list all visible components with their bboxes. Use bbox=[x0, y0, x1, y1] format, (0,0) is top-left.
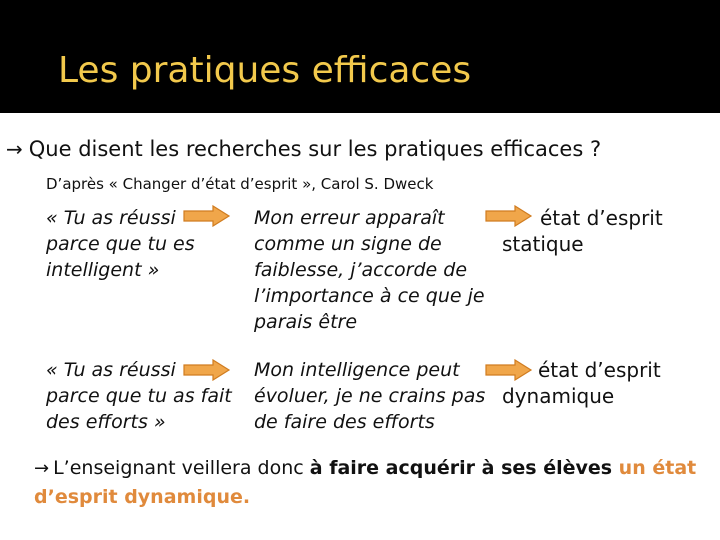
consequence-line: évoluer, je ne crains pas bbox=[254, 385, 486, 407]
praise-line: intelligent » bbox=[46, 259, 160, 281]
consequence-intelligence bbox=[254, 205, 485, 335]
praise-intelligence bbox=[46, 205, 195, 283]
conclusion-highlight: un état d’esprit dynamique. bbox=[34, 457, 697, 508]
question-text: Que disent les recherches sur les pratiques efficaces ? bbox=[28, 137, 602, 161]
conclusion-text bbox=[34, 454, 714, 512]
result-line: dynamique bbox=[502, 384, 615, 408]
consequence-line: l’importance à ce que je bbox=[254, 285, 485, 307]
right-arrow-icon bbox=[183, 205, 231, 227]
right-arrow-icon: → bbox=[34, 458, 50, 479]
consequence-line: parais être bbox=[254, 311, 358, 333]
consequence-line: comme un signe de bbox=[254, 233, 442, 255]
consequence-line: Mon erreur apparaît bbox=[254, 207, 445, 229]
result-line: état d’esprit bbox=[540, 206, 663, 230]
right-arrow-icon: → bbox=[6, 137, 23, 161]
page-title: Les pratiques efficaces bbox=[58, 50, 472, 91]
title-bar bbox=[0, 0, 720, 113]
praise-line: des efforts » bbox=[46, 411, 166, 433]
source-citation: D’après « Changer d’état d’esprit », Carol S. Dweck bbox=[46, 175, 434, 193]
result-dynamic bbox=[502, 357, 661, 409]
praise-line: « Tu as réussi bbox=[46, 359, 176, 381]
conclusion-part: L’enseignant veillera donc bbox=[53, 457, 310, 479]
praise-line: parce que tu as fait bbox=[46, 385, 232, 407]
right-arrow-icon bbox=[183, 359, 231, 381]
consequence-effort bbox=[254, 357, 485, 435]
conclusion-emphasis: à faire acquérir à ses élèves bbox=[309, 457, 613, 479]
praise-line: « Tu as réussi bbox=[46, 207, 176, 229]
praise-line: parce que tu es bbox=[46, 233, 195, 255]
result-static bbox=[502, 205, 663, 257]
question-line bbox=[6, 137, 601, 161]
consequence-line: de faire des efforts bbox=[254, 411, 435, 433]
result-line: état d’esprit bbox=[538, 358, 661, 382]
consequence-line: Mon intelligence peut bbox=[254, 359, 460, 381]
consequence-line: faiblesse, j’accorde de bbox=[254, 259, 468, 281]
result-line: statique bbox=[502, 232, 584, 256]
